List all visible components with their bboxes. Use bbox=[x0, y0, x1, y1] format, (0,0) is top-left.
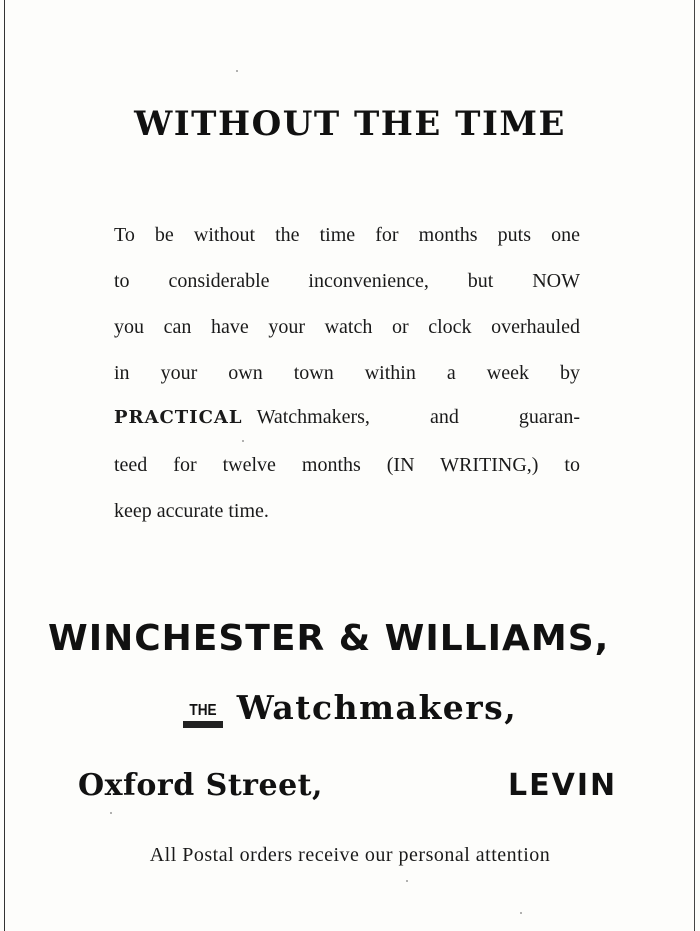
print-speck bbox=[236, 70, 238, 72]
the-mark bbox=[183, 703, 223, 728]
print-speck bbox=[520, 912, 522, 914]
print-speck bbox=[110, 812, 112, 814]
the-mark-word: THE bbox=[189, 702, 217, 719]
body-line-3: you can have your watch or clock overhauled bbox=[114, 316, 580, 338]
town-name: LEVIN bbox=[508, 768, 618, 803]
advert-headline: WITHOUT THE TIME bbox=[134, 104, 566, 144]
body-line-1: To be without the time for months puts one bbox=[114, 224, 580, 246]
emphasis-practical: PRACTICAL bbox=[114, 407, 243, 428]
trade-line bbox=[0, 688, 700, 732]
footer-note: All Postal orders receive our personal attention bbox=[149, 844, 551, 866]
body-line-6: teed for twelve months (IN WRITING,) to bbox=[114, 454, 580, 476]
body-line-2: to considerable inconvenience, but NOW bbox=[114, 270, 580, 292]
print-speck bbox=[242, 440, 244, 442]
street-address: Oxford Street, bbox=[78, 768, 323, 803]
firm-name: WINCHESTER & WILLIAMS, bbox=[48, 618, 610, 659]
body-line-7: keep accurate time. bbox=[114, 500, 269, 522]
print-speck bbox=[406, 880, 408, 882]
body-line-5 bbox=[114, 406, 580, 429]
trade-name: Watchmakers, bbox=[236, 688, 518, 727]
body-line-5-text: Watchmakers, and guaran- bbox=[256, 406, 580, 428]
body-line-4: in your own town within a week by bbox=[114, 362, 580, 384]
the-mark-underbar bbox=[183, 721, 223, 728]
